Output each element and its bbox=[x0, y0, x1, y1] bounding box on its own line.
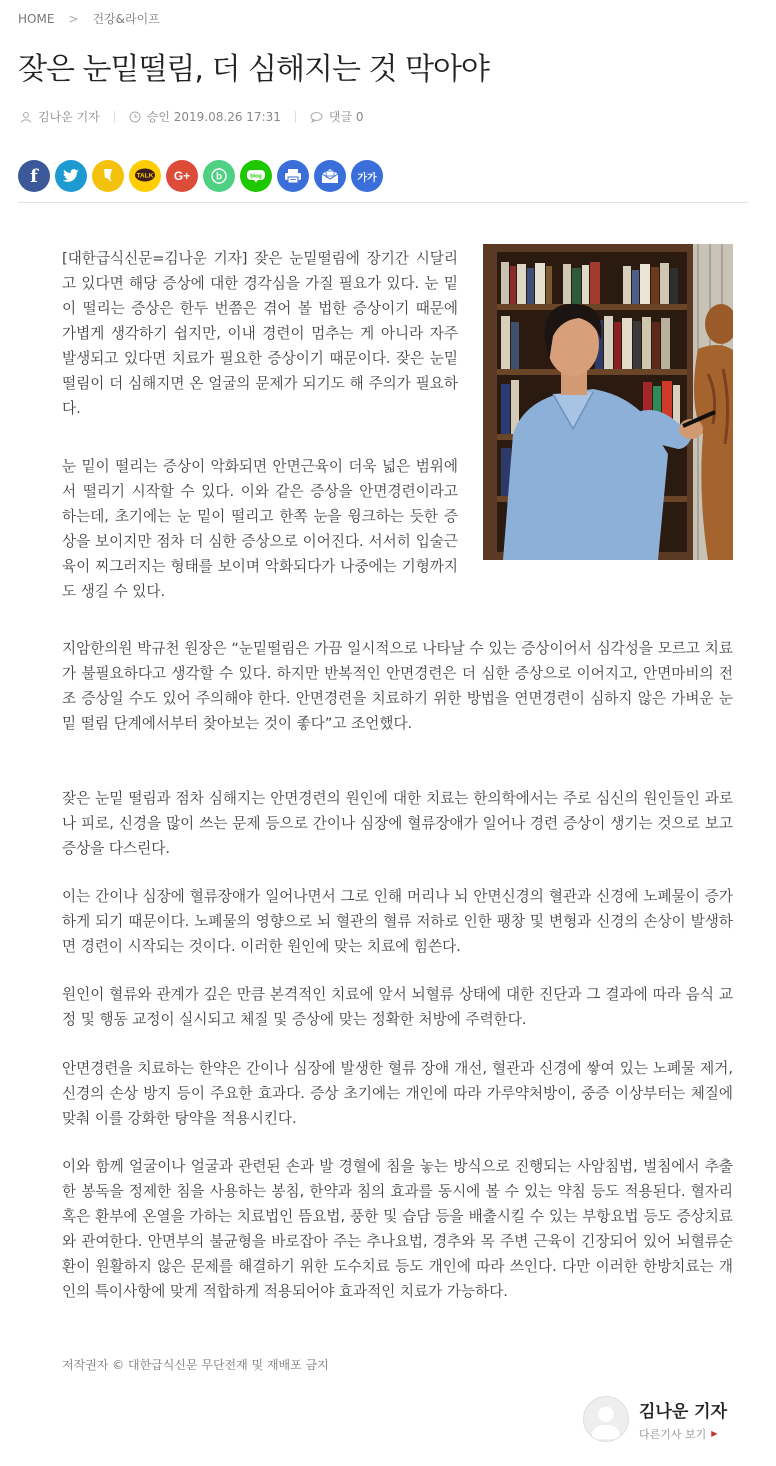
author-name[interactable]: 김나운 기자 bbox=[639, 1401, 728, 1422]
meta-author-text: 김나운 기자 bbox=[38, 110, 100, 124]
article-paragraph: 안면경련을 치료하는 한약은 간이나 심장에 발생한 혈류 장애 개선, 혈관과 신경에 쌓여 있는 노폐물 제거, 신경의 손상 방지 등이 주요한 효과다. 증상 초기에는 개인에 따라 가루약처방이, 중증 이상부터는 체질에 맞춰 이를 강화한 탕약을 적용시킨다. bbox=[62, 1060, 733, 1127]
meta-comments-text[interactable]: 댓글 0 bbox=[328, 110, 364, 124]
svg-text:TALK: TALK bbox=[136, 172, 154, 180]
article-paragraph: 이와 함께 얼굴이나 얼굴과 관련된 손과 발 경혈에 침을 놓는 방식으로 진행되는 사암침법, 벌침에서 추출한 봉독을 정제한 침을 사용하는 봉침, 한약과 침의 효과를 동시에 볼 수 있는 약침 등도 적용된다. 혈자리 혹은 환부에 온열을 가하는 치료법인 뜸요법, 풍한 및 습담 등을 배출시킬 수 있는 부항요법 등도 증상치료와 관여한다. 안면부의 불균형을 바로잡아 주는 추나요법, 경추와 목 주변 근육이 긴장되어 있어 뇌혈류순환이 원활하지 않은 문제를 해결하기 위한 도수치료 등도 개인에 따라 쓰인다. 다만 이러한 한방치료는 개인의 특이사항에 맞게 적합하게 적용되어야 효과적인 치료가 가능하다. bbox=[62, 1158, 733, 1300]
kakaostory-share-button[interactable] bbox=[92, 160, 124, 192]
email-icon bbox=[321, 168, 339, 184]
author-box bbox=[583, 1396, 727, 1442]
avatar-placeholder-icon bbox=[584, 1396, 628, 1442]
kakaotalk-icon bbox=[134, 168, 156, 184]
article-paragraph: 이는 간이나 심장에 혈류장애가 일어나면서 그로 인해 머리나 뇌 안면신경의 혈관과 신경에 노폐물이 증가하게 되기 때문이다. 노폐물의 영향으로 뇌 혈관의 혈류 저하로 인한 팽창 및 변형과 신경의 손상이 발생하면 경련이 시작되는 것이다. 이러한 원인에 맞는 치료에 힘쓴다. bbox=[62, 888, 733, 955]
author-info bbox=[639, 1397, 727, 1442]
chevron-right-icon: > bbox=[68, 11, 79, 26]
header-divider bbox=[18, 202, 748, 203]
meta-date bbox=[129, 108, 281, 125]
meta-author bbox=[20, 108, 100, 125]
page-title: 잦은 눈밑떨림, 더 심해지는 것 막아야 bbox=[18, 52, 489, 87]
meta-comments[interactable] bbox=[310, 108, 364, 125]
email-share-button[interactable] bbox=[314, 160, 346, 192]
band-icon bbox=[211, 168, 227, 184]
blog-icon bbox=[246, 169, 266, 183]
article-paragraph: 지암한의원 박규천 원장은 “눈밑떨림은 가끔 일시적으로 나타날 수 있는 증상이어서 심각성을 모르고 치료가 불필요하다고 생각할 수 있다. 하지만 반복적인 안면경련은 더 심한 증상으로 이어지고, 안면마비의 전조 증상일 수도 있어 주의해야 한다. 안면경련을 치료하기 위한 방법을 연면경련이 심하지 않은 가벼운 눈밑 떨림 단계에서부터 찾아보는 것이 좋다”고 조언했다. bbox=[62, 640, 733, 732]
print-button[interactable] bbox=[277, 160, 309, 192]
breadcrumb-section[interactable]: 건강&라이프 bbox=[92, 12, 160, 26]
meta-date-text: 승인 2019.08.26 17:31 bbox=[146, 110, 281, 124]
svg-text:blog: blog bbox=[250, 173, 262, 180]
user-icon bbox=[20, 111, 32, 123]
clock-icon bbox=[129, 111, 141, 123]
other-articles-link[interactable] bbox=[639, 1426, 727, 1442]
breadcrumb-home[interactable]: HOME bbox=[18, 11, 55, 26]
facebook-share-button[interactable]: f bbox=[18, 160, 50, 192]
naver-blog-share-button[interactable] bbox=[240, 160, 272, 192]
comment-icon bbox=[310, 111, 323, 123]
band-share-button[interactable] bbox=[203, 160, 235, 192]
breadcrumb bbox=[18, 10, 160, 27]
article-paragraph: 원인이 혈류와 관계가 깊은 만큼 본격적인 치료에 앞서 뇌혈류 상태에 대한 진단과 그 결과에 따라 음식 교정 및 행동 교정이 실시되고 체질 및 증상에 맞는 정확한 처방에 주력한다. bbox=[62, 986, 733, 1028]
googleplus-share-button[interactable]: G+ bbox=[166, 160, 198, 192]
kakaostory-icon bbox=[102, 168, 114, 184]
article-paragraph: 잦은 눈밑 떨림과 점차 심해지는 안면경련의 원인에 대한 치료는 한의학에서는 주로 심신의 원인들인 과로나 피로, 신경을 많이 쓰는 문제 등으로 간이나 심장에 혈류장애가 일어나 경련 증상이 생기는 것으로 보고 증상을 다스린다. bbox=[62, 790, 733, 857]
font-size-button[interactable]: 가가 bbox=[351, 160, 383, 192]
article-photo bbox=[483, 244, 733, 560]
avatar[interactable] bbox=[583, 1396, 629, 1442]
share-bar bbox=[18, 160, 388, 192]
caret-right-icon: ▶ bbox=[711, 1429, 718, 1438]
meta-divider bbox=[295, 111, 296, 123]
meta-divider bbox=[114, 111, 115, 123]
kakaotalk-share-button[interactable] bbox=[129, 160, 161, 192]
other-articles-label[interactable]: 다른기사 보기 bbox=[639, 1427, 707, 1441]
article-paragraph: [대한급식신문=김나운 기자] 잦은 눈밑떨림에 장기간 시달리고 있다면 해당 증상에 대한 경각심을 가질 필요가 있다. 눈 밑이 떨리는 증상은 한두 번쯤은 겪어 볼 법한 증상이기 때문에 가볍게 생각하기 쉽지만, 이내 경련이 멈추는 게 아니라 자주 발생되고 있다면 치료가 필요한 증상이기 때문이다. 잦은 눈밑떨림이 더 심해지면 온 얼굴의 문제가 되기도 해 주의가 필요하다. bbox=[62, 250, 458, 417]
article-photo-illustration bbox=[483, 244, 733, 560]
article-meta bbox=[20, 108, 364, 125]
svg-text:b: b bbox=[215, 171, 223, 183]
print-icon bbox=[284, 168, 302, 184]
twitter-share-button[interactable] bbox=[55, 160, 87, 192]
twitter-icon bbox=[63, 169, 79, 183]
article-paragraph: 눈 밑이 떨리는 증상이 악화되면 안면근육이 더욱 넓은 범위에서 떨리기 시작할 수 있다. 이와 같은 증상을 안면경련이라고 하는데, 초기에는 눈 밑이 떨리고 한쪽 눈을 윙크하는 듯한 증상을 보이지만 점차 더 심한 증상으로 이어진다. 서서히 입술근육이 찌그러지는 형태를 보이며 악화되다가 나중에는 기형까지도 생길 수 있다. bbox=[62, 458, 458, 600]
copyright-notice: 저작권자 © 대한급식신문 무단전재 및 재배포 금지 bbox=[62, 1358, 329, 1372]
